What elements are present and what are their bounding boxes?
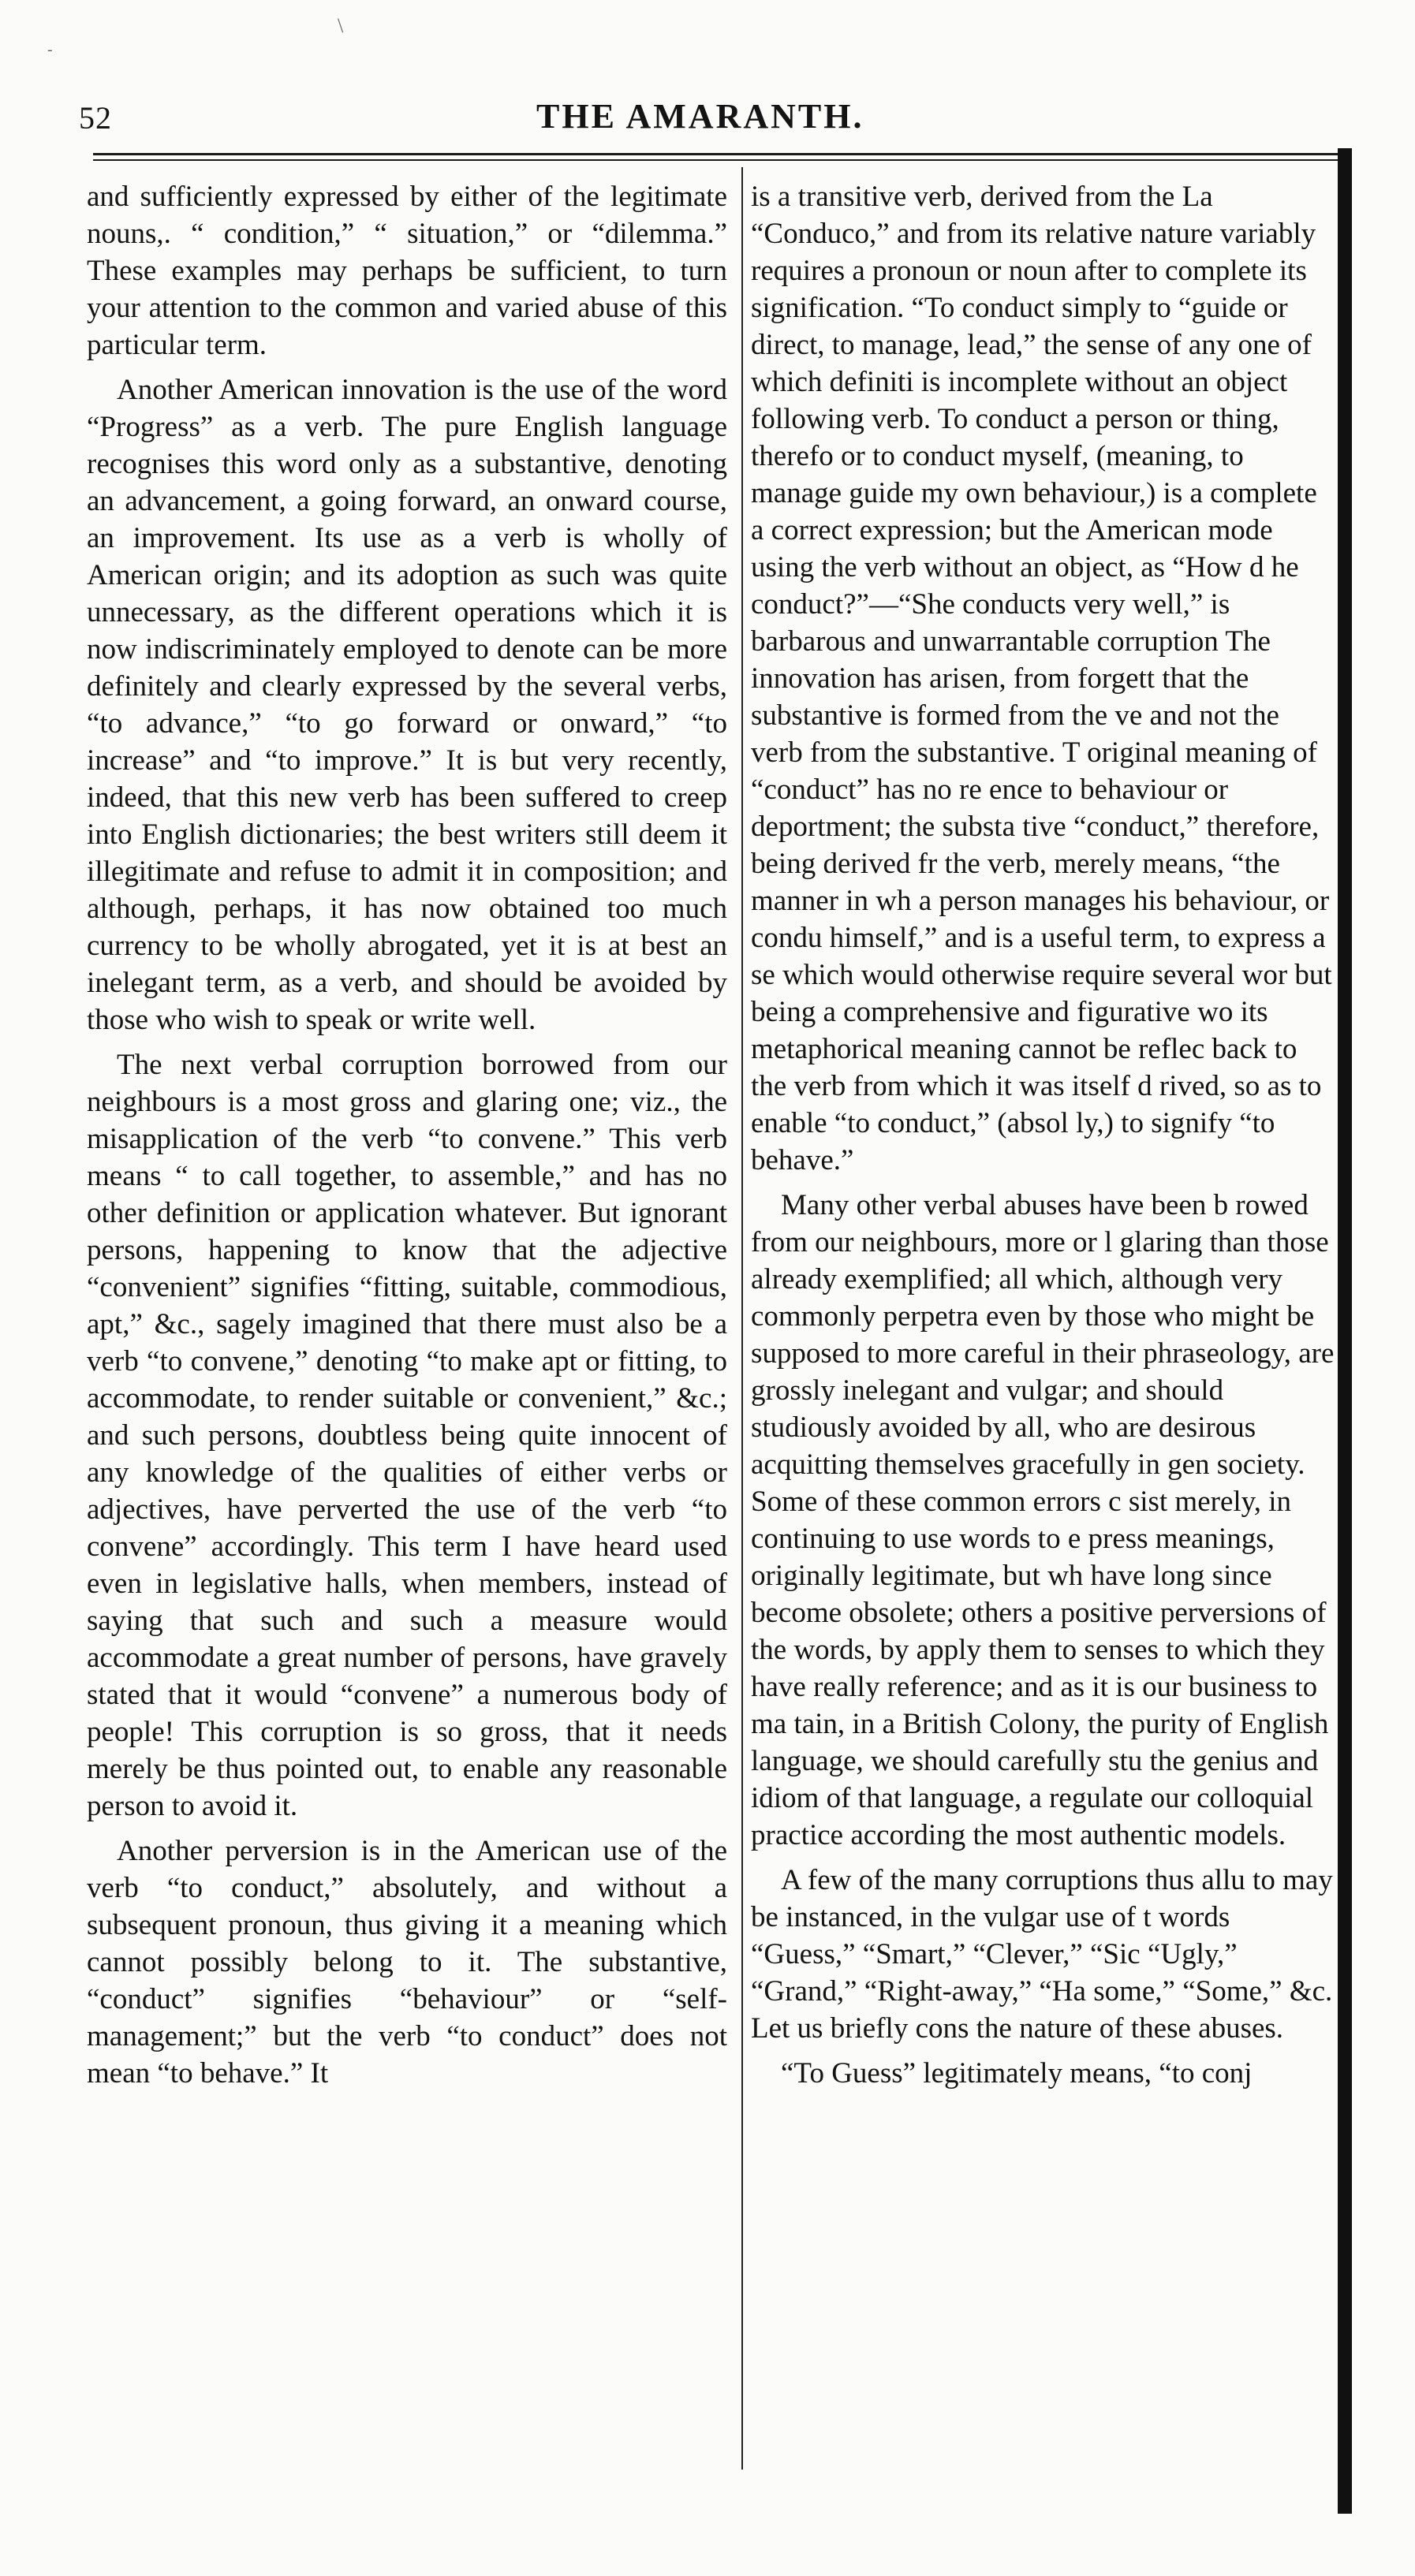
corner-dot: - xyxy=(47,41,53,58)
column-divider xyxy=(741,167,743,2470)
scan-edge-shadow xyxy=(1338,148,1352,2514)
right-column xyxy=(751,178,1335,2481)
paragraph: The next verbal corruption borrowed from our neighbours is a most gross and glaring one; viz., the misapplication of the verb “to convene.” This verb means “ to call together, to assemble,” and has no other definition or application whatever. But ignorant persons, happening to know that the adjective “convenient” signifies “fitting, suitable, commodious, apt,” &c., sagely imagined that there must also be a verb “to convene,” denoting “to make apt or fitting, to accommodate, to render suitable or convenient,” &c.; and such persons, doubtless being quite innocent of any knowledge of the qualities of either verbs or adjectives, have perverted the use of the verb “to convene” accordingly. This term I have heard used even in legislative halls, when members, instead of saying that such and such a measure would accommodate a great number of persons, have gravely stated that it would “convene” a numerous body of people! This corruption is so gross, that it needs merely be thus pointed out, to enable any reasonable person to avoid it. xyxy=(87,1049,727,1822)
paragraph: “To Guess” legitimately means, “to conj xyxy=(781,2057,1253,2090)
header-rule-thick xyxy=(93,153,1349,155)
paragraph: and sufficiently expressed by either of the legitimate nouns,. “ condition,” “ situation,” or “dilemma.” These examples may perhaps be sufficient, to turn your attention to the common and varied abuse of this particular term. xyxy=(87,181,727,361)
corner-mark: \ xyxy=(338,14,344,37)
left-column xyxy=(87,178,727,2100)
header-rule-thin xyxy=(93,159,1349,161)
page-title: THE AMARANTH. xyxy=(536,97,864,136)
paragraph: A few of the many corruptions thus allu to may be instanced, in the vulgar use of t words “Guess,” “Smart,” “Clever,” “Sic “Ugly,” “Grand,” “Right-away,” “Ha some,” “Some,” &c. Let us briefly cons the nature of these abuses. xyxy=(751,1864,1333,2045)
paragraph: is a transitive verb, derived from the La “Conduco,” and from its relative nature variably requires a pronoun or noun after to complete its signification. “To conduct simply to “guide or direct, to manage, lead,” the sense of any one of which definiti is incomplete without an object following verb. To conduct a person or thing, therefo or to conduct myself, (meaning, to manage guide my own behaviour,) is a complete a correct expression; but the American mode using the verb without an object, as “How d he conduct?”—“She conducts very well,” is barbarous and unwarrantable corruption The innovation has arisen, from forgett that the substantive is formed from the ve and not the verb from the substantive. T original meaning of “conduct” has no re ence to behaviour or deportment; the substa tive “conduct,” therefore, being derived fr the verb, merely means, “the manner in wh a person manages his behaviour, or condu himself,” and is a useful term, to express a se which would otherwise require several wor but being a comprehensive and figurative wo its metaphorical meaning cannot be reflec back to the verb from which it was itself d rived, so as to enable “to conduct,” (absol ly,) to signify “to behave.” xyxy=(751,181,1332,1176)
page-number: 52 xyxy=(79,100,112,136)
paragraph: Many other verbal abuses have been b rowed from our neighbours, more or l glaring than those already exemplified; all which, although very commonly perpetra even by those who might be supposed to more careful in their phraseology, are grossly inelegant and vulgar; and should studiously avoided by all, who are desirous acquitting themselves gracefully in gen society. Some of these common errors c sist merely, in continuing to use words to e press meanings, originally legitimate, but wh have long since become obsolete; others a positive perversions of the words, by apply them to senses to which they have really reference; and as it is our business to ma tain, in a British Colony, the purity of English language, we should carefully stu the genius and idiom of that language, a regulate our colloquial practice according the most authentic models. xyxy=(751,1189,1335,1851)
paragraph: Another American innovation is the use of the word “Progress” as a verb. The pure English language recognises this word only as a substantive, denoting an advancement, a going forward, an onward course, an improvement. Its use as a verb is wholly of American origin; and its adoption as such was quite unnecessary, as the different operations which it is now indiscriminately employed to denote can be more definitely and clearly expressed by the several verbs, “to advance,” “to go forward or onward,” “to increase” and “to improve.” It is but very recently, indeed, that this new verb has been suffered to creep into English dictionaries; the best writers still deem it illegitimate and refuse to admit it in composition; and although, perhaps, it has now obtained too much currency to be wholly abrogated, yet it is at best an inelegant term, as a verb, and should be avoided by those who wish to speak or write well. xyxy=(87,374,727,1036)
paragraph: Another perversion is in the American use of the verb “to conduct,” absolutely, and without a subsequent pronoun, thus giving it a meaning which cannot possibly belong to it. The substantive, “conduct” signifies “behaviour” or “self-management;” but the verb “to conduct” does not mean “to behave.” It xyxy=(87,1835,727,2090)
